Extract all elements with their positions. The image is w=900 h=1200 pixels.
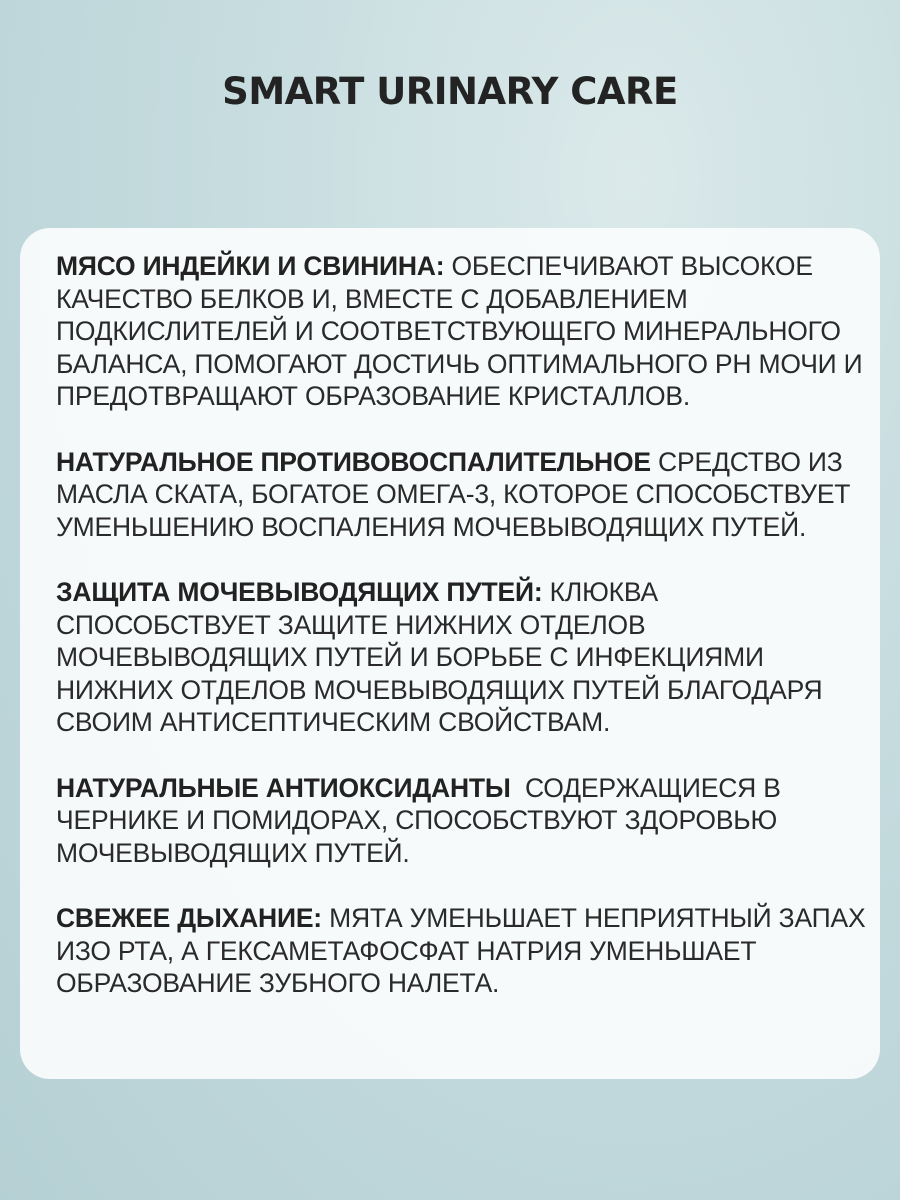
benefit-paragraph-meat: [56, 250, 868, 413]
benefit-lead: ЗАЩИТА МОЧЕВЫВОДЯЩИХ ПУТЕЙ:: [56, 577, 543, 607]
benefit-lead: СВЕЖЕЕ ДЫХАНИЕ:: [56, 903, 322, 933]
page-title: SMART URINARY CARE: [222, 70, 678, 113]
benefit-paragraph-antioxidants: [56, 772, 868, 870]
benefit-paragraph-urinary-protection: [56, 576, 868, 739]
benefit-paragraph-fresh-breath: [56, 902, 868, 1000]
benefit-text: СОДЕРЖАЩИЕСЯ В ЧЕРНИКЕ И ПОМИДОРАХ, СПОСОБСТВУЮТ ЗДОРОВЬЮ МОЧЕВЫВОДЯЩИХ ПУТЕЙ.: [56, 772, 788, 868]
benefit-text: СРЕДСТВО ИЗ МАСЛА СКАТА, БОГАТОЕ ОМЕГА-3, КОТОРОЕ СПОСОБСТВУЕТ УМЕНЬШЕНИЮ ВОСПАЛЕНИЯ МОЧЕВЫВОДЯЩИХ ПУТЕЙ.: [56, 446, 851, 542]
benefit-paragraph-anti-inflammatory: [56, 446, 868, 544]
benefit-text: КЛЮКВА СПОСОБСТВУЕТ ЗАЩИТЕ НИЖНИХ ОТДЕЛОВ МОЧЕВЫВОДЯЩИХ ПУТЕЙ И БОРЬБЕ С ИНФЕКЦИЯМИ НИЖНИХ ОТДЕЛОВ МОЧЕВЫВОДЯЩИХ ПУТЕЙ БЛАГОДАРЯ СВОИМ АНТИСЕПТИЧЕСКИМ СВОЙСТВАМ.: [56, 577, 823, 737]
benefit-text: ОБЕСПЕЧИВАЮТ ВЫСОКОЕ КАЧЕСТВО БЕЛКОВ И, ВМЕСТЕ С ДОБАВЛЕНИЕМ ПОДКИСЛИТЕЛЕЙ И СООТВЕТСТВУЮЩЕГО МИНЕРАЛЬНОГО БАЛАНСА, ПОМОГАЮТ ДОСТИЧЬ ОПТИМАЛЬНОГО PH МОЧИ И ПРЕДОТВРАЩАЮТ ОБРАЗОВАНИЕ КРИСТАЛЛОВ.: [56, 251, 863, 411]
benefit-lead: НАТУРАЛЬНОЕ ПРОТИВОВОСПАЛИТЕЛЬНОЕ: [56, 446, 651, 477]
benefits-card: [20, 228, 880, 1079]
benefit-text: МЯТА УМЕНЬШАЕТ НЕПРИЯТНЫЙ ЗАПАХ ИЗО РТА, А ГЕКСАМЕТАФОСФАТ НАТРИЯ УМЕНЬШАЕТ ОБРАЗОВАНИЕ ЗУБНОГО НАЛЕТА.: [56, 903, 866, 998]
benefit-lead: МЯСО ИНДЕЙКИ И СВИНИНА:: [56, 251, 445, 281]
benefit-lead: НАТУРАЛЬНЫЕ АНТИОКСИДАНТЫ: [56, 772, 511, 803]
